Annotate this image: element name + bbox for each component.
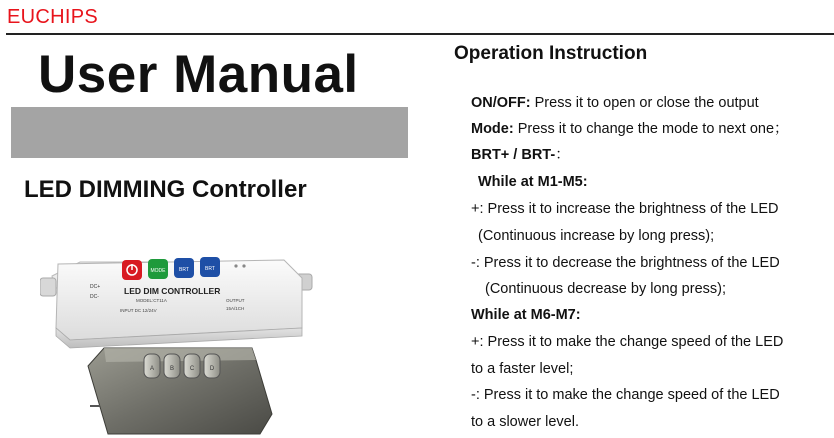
product-subtitle: LED DIMMING Controller (24, 176, 307, 203)
instruction-line-8: While at M6-M7: (471, 307, 581, 323)
instruction-line-3: While at M1-M5: (478, 174, 588, 190)
operation-heading: Operation Instruction (454, 43, 648, 64)
amp-label: 15A/1CH (226, 306, 245, 311)
remote-key-d (204, 354, 220, 378)
instruction-line-7: (Continuous decrease by long press); (485, 281, 726, 297)
instruction-line-6: -: Press it to decrease the brightness of the LED (471, 255, 780, 271)
remote-key-c-label: C (189, 366, 195, 372)
input-label: INPUT DC 12/24V (120, 308, 157, 313)
page-title: User Manual (38, 45, 359, 104)
product-photo (40, 236, 336, 438)
brt-up-key (174, 258, 194, 278)
instruction-line-9: +: Press it to make the change speed of the LED (471, 334, 784, 350)
remote-key-c (184, 354, 200, 378)
instruction-line-11: -: Press it to make the change speed of the LED (471, 387, 780, 403)
remote-key-d-label: D (209, 366, 215, 372)
power-key (122, 260, 142, 280)
brt-down-key (200, 257, 220, 277)
instruction-line-10: to a faster level; (471, 361, 574, 377)
instruction-line-5: (Continuous increase by long press); (478, 228, 715, 244)
brt-down-key-label: BRT (205, 266, 215, 272)
instruction-line-0: ON/OFF: Press it to open or close the output (471, 95, 759, 111)
instruction-line-1: Mode: Press it to change the mode to next one； (471, 121, 789, 137)
mode-key (148, 259, 168, 279)
dc-plus-label: DC+ (90, 284, 101, 290)
output-label: OUTPUT (226, 298, 245, 303)
controller-box (40, 257, 312, 348)
remote-key-b-label: B (169, 366, 175, 372)
instruction-line-4: +: Press it to increase the brightness of the LED (471, 201, 779, 217)
instruction-line-12: to a slower level. (471, 414, 579, 430)
remote-key-a (144, 354, 160, 378)
remote-key-b (164, 354, 180, 378)
mode-key-label: MODE (150, 268, 166, 274)
brand-name: EUCHIPS (7, 6, 99, 28)
header-rule (6, 33, 834, 35)
dc-minus-label: DC- (90, 294, 99, 300)
remote-control (88, 348, 272, 434)
instruction-line-2: BRT+ / BRT-： (471, 147, 570, 163)
controller-label: LED DIM CONTROLLER (124, 286, 221, 296)
brt-up-key-label: BRT (179, 267, 189, 273)
model-label: MODEL:CT11A (136, 298, 167, 303)
remote-key-a-label: A (149, 366, 155, 372)
title-gray-bar (11, 107, 408, 158)
